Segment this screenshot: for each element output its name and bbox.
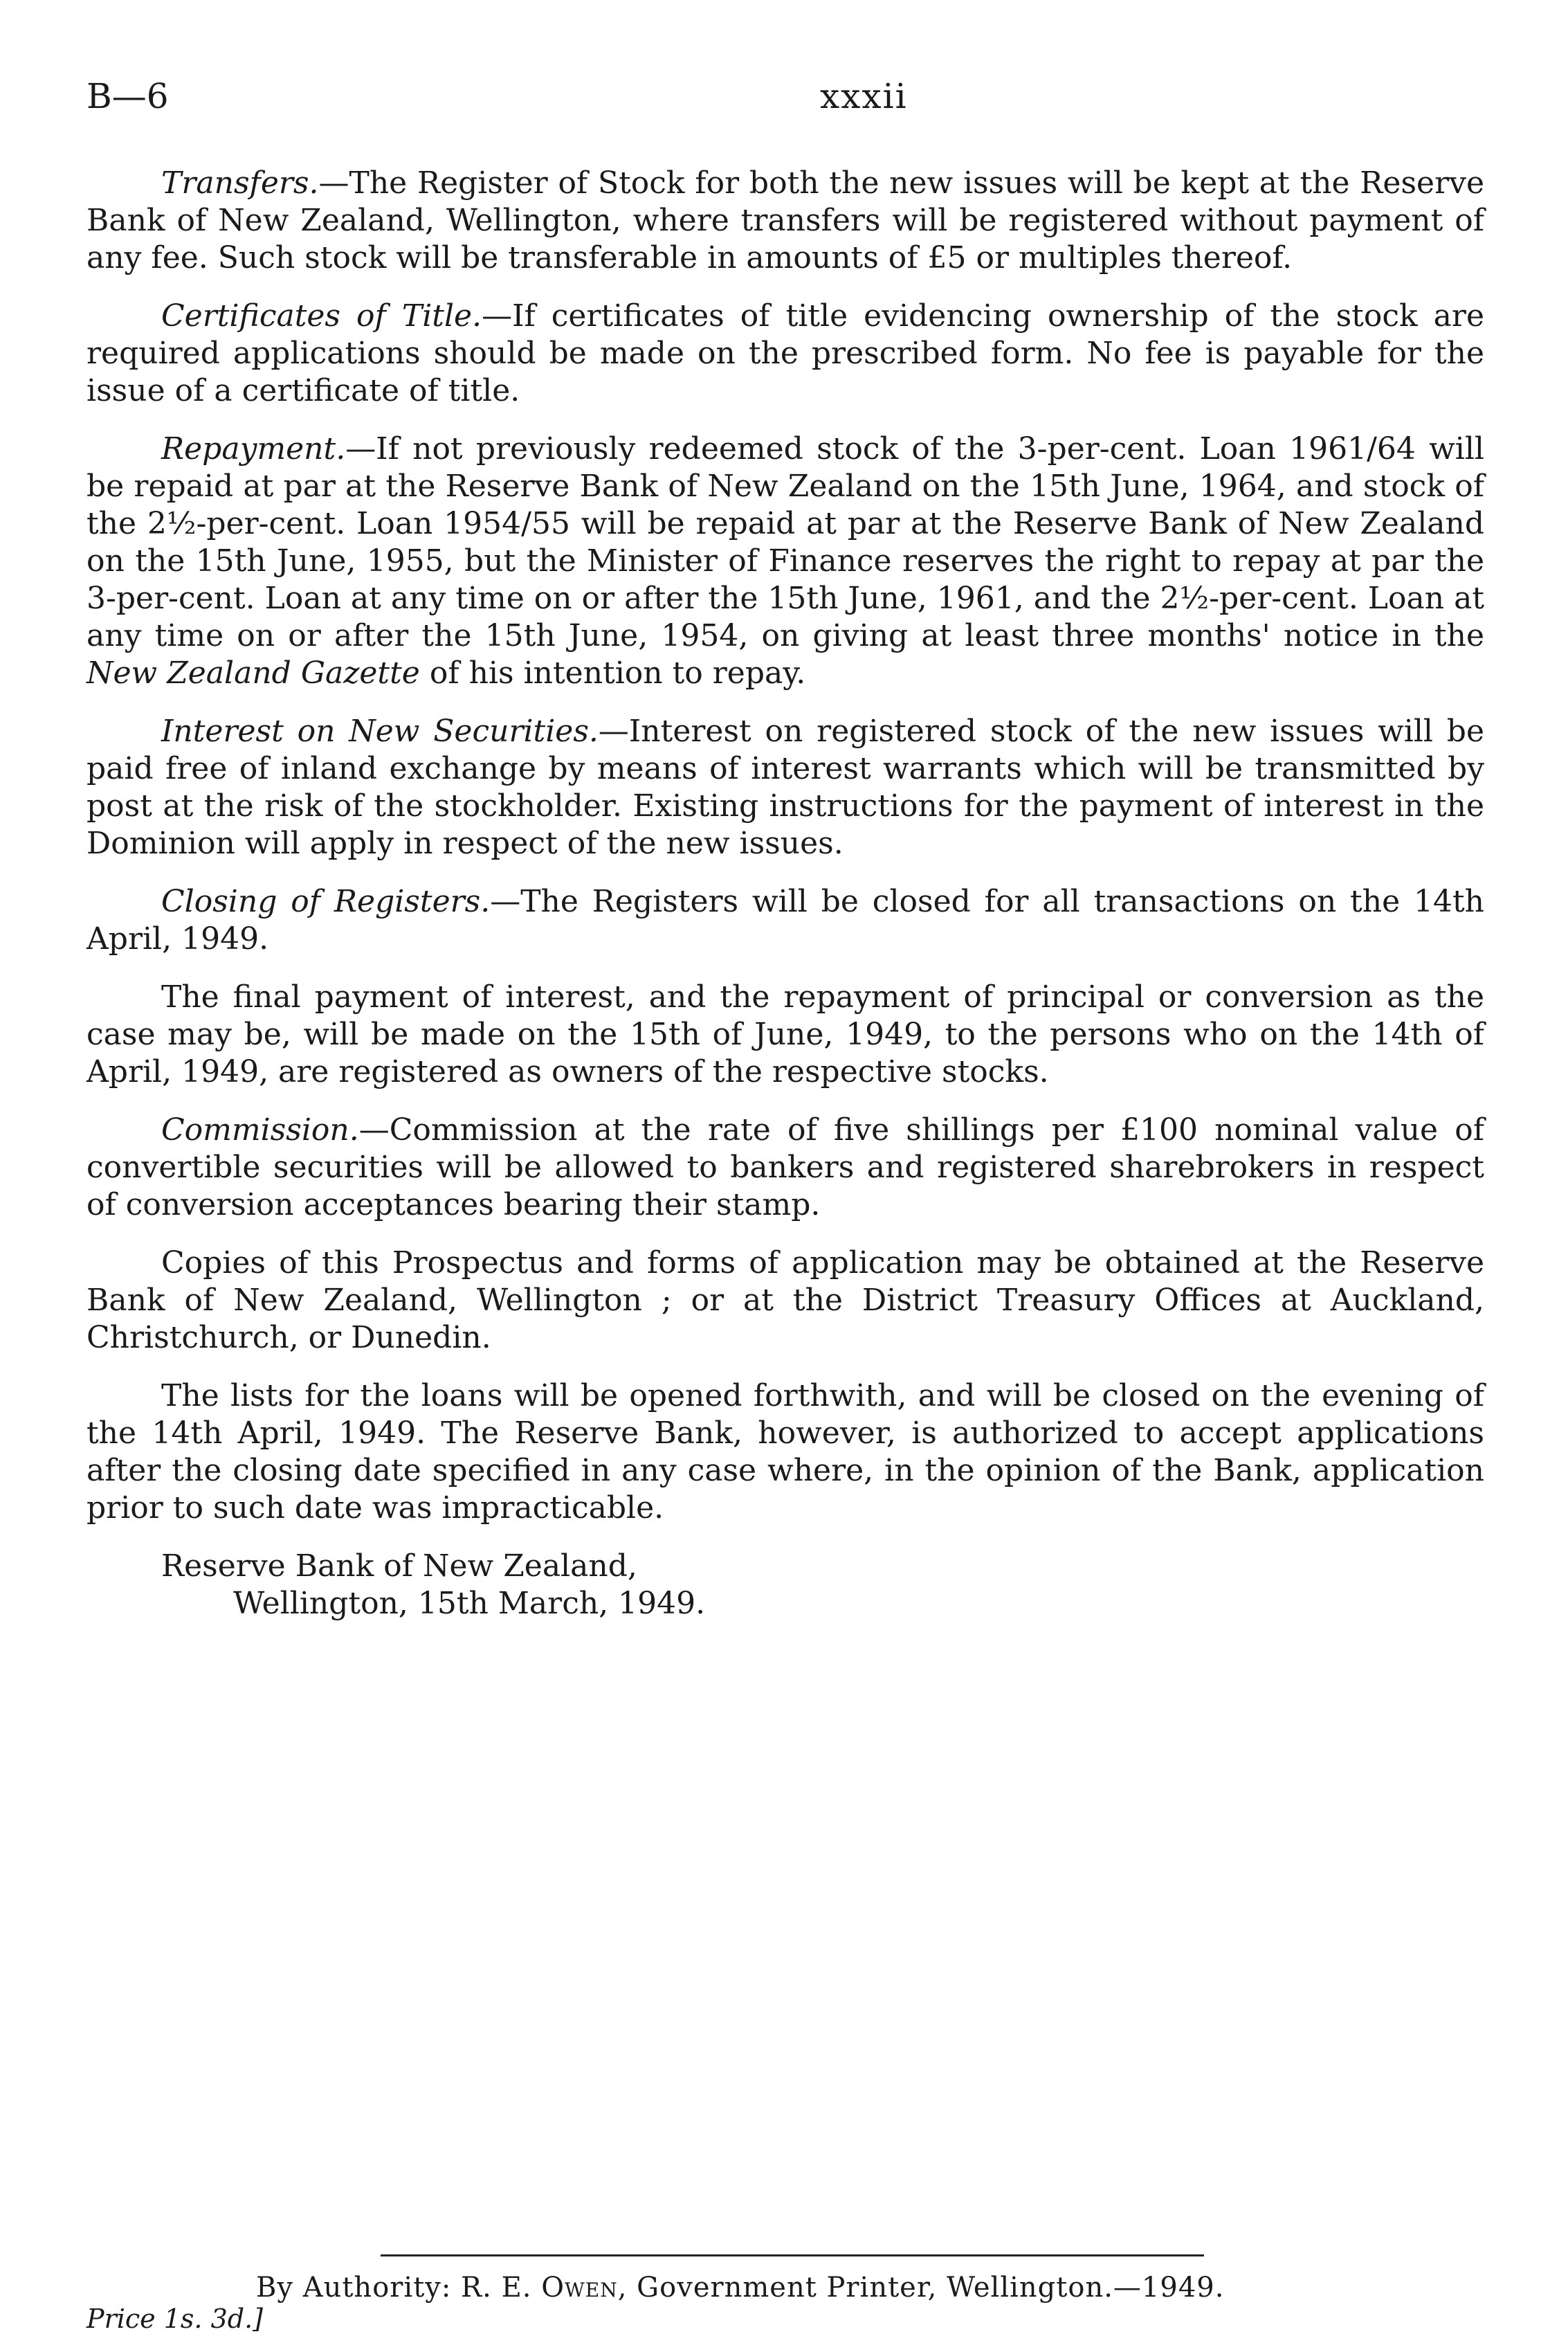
paragraph-heading: Commission. bbox=[161, 1112, 359, 1148]
paragraph-copies bbox=[86, 1245, 1484, 1357]
paragraph-heading: Certificates of Title. bbox=[161, 298, 482, 334]
page-header bbox=[86, 76, 1484, 125]
paragraph-text: —If not previously redeemed stock of the 3-per-cent. Loan 1961/64 will be repaid at par at the Reserve Bank of New Zealand on the 15th June, 1964, and stock of the 2½-per-cent. Loan 1954/55 will be repaid at par at the Reserve Bank of New Zealand on the 15th June, 1955, but the Minister of Finance reserves the right to repay at par the 3-per-cent. Loan at any time on or after the 15th June, 1961, and the 2½-per-cent. Loan at any time on or after the 15th June, 1954, on giving at least three months' notice in the bbox=[86, 431, 1484, 653]
paragraph-commission bbox=[86, 1112, 1484, 1224]
price-note: Price 1s. 3d.] bbox=[86, 2304, 263, 2334]
paragraph-heading: Interest on New Securities. bbox=[161, 714, 599, 749]
imprint-prefix: By Authority: R. E. bbox=[256, 2272, 542, 2304]
paragraph-text: —If certificates of title evidencing ownership of the stock are required applications should be made on the prescribed form. No fee is payable for the issue of a certificate of title. bbox=[86, 298, 1484, 408]
page-number: xxxii bbox=[820, 76, 908, 116]
paragraph-text: —Commission at the rate of five shillings per £100 nominal value of convertible securities will be allowed to bankers and registered sharebrokers in respect of conversion acceptances bearing their stamp. bbox=[86, 1112, 1484, 1222]
paragraph-final-payment bbox=[86, 979, 1484, 1091]
paragraph-closing-of-registers bbox=[86, 883, 1484, 958]
signature-line-1: Reserve Bank of New Zealand, bbox=[161, 1548, 637, 1584]
page-reference: B—6 bbox=[86, 76, 169, 116]
signature-line-2: Wellington, 15th March, 1949. bbox=[233, 1586, 706, 1621]
paragraph-text: The lists for the loans will be opened forthwith, and will be closed on the evening of the 14th April, 1949. The Reserve Bank, however, is authorized to accept applications after the closing date specified in any case where, in the opinion of the Bank, application prior to such date was impracticable. bbox=[86, 1378, 1484, 1526]
gazette-title: New Zealand Gazette bbox=[86, 655, 420, 691]
document-body bbox=[86, 165, 1484, 1622]
paragraph-lists bbox=[86, 1377, 1484, 1527]
paragraph-text: Copies of this Prospectus and forms of application may be obtained at the Reserve Bank of New Zealand, Wellington ; or at the District Treasury Offices at Auckland, Christchurch, or Dunedin. bbox=[86, 1245, 1484, 1355]
paragraph-interest-on-new-securities bbox=[86, 713, 1484, 862]
paragraph-heading: Repayment. bbox=[161, 431, 346, 467]
printer-name: Owen bbox=[541, 2272, 618, 2304]
paragraph-text: —The Registers will be closed for all transactions on the 14th April, 1949. bbox=[86, 884, 1484, 957]
footer-rule bbox=[381, 2254, 1204, 2256]
printer-imprint bbox=[256, 2272, 1224, 2304]
paragraph-heading: Closing of Registers. bbox=[161, 884, 491, 919]
paragraph-text: The final payment of interest, and the repayment of principal or conversion as the case may be, will be made on the 15th of June, 1949, to the persons who on the 14th of April, 1949, are registered as owners of the respective stocks. bbox=[86, 979, 1484, 1089]
paragraph-heading: Transfers. bbox=[161, 165, 319, 201]
paragraph-certificates-of-title bbox=[86, 298, 1484, 410]
imprint-suffix: , Government Printer, Wellington.—1949. bbox=[617, 2272, 1225, 2304]
paragraph-text: —The Register of Stock for both the new issues will be kept at the Reserve Bank of New Zealand, Wellington, where transfers will be registered without payment of any fee. Such stock will be transferable in amounts of £5 or multiples thereof. bbox=[86, 165, 1484, 275]
paragraph-transfers bbox=[86, 165, 1484, 277]
paragraph-text-after: of his intention to repay. bbox=[419, 655, 806, 691]
paragraph-repayment bbox=[86, 431, 1484, 692]
paragraph-text: —Interest on registered stock of the new issues will be paid free of inland exchange by means of interest warrants which will be transmitted by post at the risk of the stockholder. Existing instructions for the payment of interest in the Dominion will apply in respect of the new issues. bbox=[86, 714, 1485, 861]
